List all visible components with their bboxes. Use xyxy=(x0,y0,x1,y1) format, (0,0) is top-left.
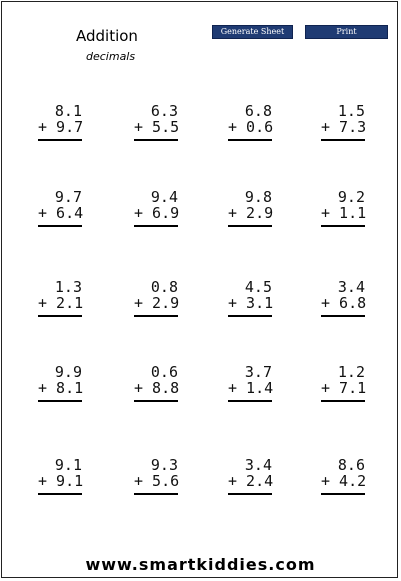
answer-line xyxy=(134,400,178,402)
answer-line xyxy=(228,139,272,141)
addend-top: 0.8 xyxy=(150,278,178,296)
worksheet-subtitle: decimals xyxy=(86,50,136,63)
addend-top: 9.2 xyxy=(337,188,365,206)
answer-line xyxy=(228,315,272,317)
answer-line xyxy=(38,315,82,317)
addend-top: 4.5 xyxy=(244,278,272,296)
answer-line xyxy=(321,225,365,227)
answer-line xyxy=(38,139,82,141)
addend-bottom: + 8.1 xyxy=(38,379,84,397)
addend-top: 1.3 xyxy=(54,278,82,296)
addend-top: 6.8 xyxy=(244,102,272,120)
addend-top: 9.1 xyxy=(54,456,82,474)
answer-line xyxy=(134,225,178,227)
answer-line xyxy=(228,400,272,402)
addend-top: 3.4 xyxy=(337,278,365,296)
answer-line xyxy=(38,493,82,495)
problem-14 xyxy=(134,364,178,402)
problem-7 xyxy=(228,189,272,227)
addend-top: 0.6 xyxy=(150,363,178,381)
addend-top: 9.4 xyxy=(150,188,178,206)
addend-top: 8.1 xyxy=(54,102,82,120)
addend-bottom: + 7.3 xyxy=(321,118,367,136)
addend-top: 8.6 xyxy=(337,456,365,474)
problem-3 xyxy=(228,103,272,141)
answer-line xyxy=(38,400,82,402)
problem-9 xyxy=(38,279,82,317)
addend-top: 9.8 xyxy=(244,188,272,206)
addend-bottom: + 1.4 xyxy=(228,379,274,397)
worksheet-title: Addition xyxy=(76,27,138,45)
problem-4 xyxy=(321,103,365,141)
problem-16 xyxy=(321,364,365,402)
addend-bottom: + 4.2 xyxy=(321,472,367,490)
website-footer: www.smartkiddies.com xyxy=(85,555,316,574)
addend-top: 9.9 xyxy=(54,363,82,381)
addend-bottom: + 0.6 xyxy=(228,118,274,136)
answer-line xyxy=(134,493,178,495)
problem-6 xyxy=(134,189,178,227)
addend-bottom: + 2.4 xyxy=(228,472,274,490)
addend-bottom: + 6.8 xyxy=(321,294,367,312)
addend-top: 1.2 xyxy=(337,363,365,381)
problem-18 xyxy=(134,457,178,495)
addend-bottom: + 3.1 xyxy=(228,294,274,312)
problem-15 xyxy=(228,364,272,402)
answer-line xyxy=(228,225,272,227)
problem-8 xyxy=(321,189,365,227)
answer-line xyxy=(134,139,178,141)
answer-line xyxy=(38,225,82,227)
answer-line xyxy=(228,493,272,495)
addend-top: 9.3 xyxy=(150,456,178,474)
problem-13 xyxy=(38,364,82,402)
addend-top: 3.7 xyxy=(244,363,272,381)
answer-line xyxy=(321,400,365,402)
addend-top: 1.5 xyxy=(337,102,365,120)
addend-bottom: + 5.5 xyxy=(134,118,180,136)
addend-bottom: + 7.1 xyxy=(321,379,367,397)
answer-line xyxy=(134,315,178,317)
addend-bottom: + 5.6 xyxy=(134,472,180,490)
problem-5 xyxy=(38,189,82,227)
problem-2 xyxy=(134,103,178,141)
print-button[interactable]: Print xyxy=(305,25,388,39)
addend-bottom: + 9.7 xyxy=(38,118,84,136)
addend-top: 3.4 xyxy=(244,456,272,474)
addend-bottom: + 2.9 xyxy=(228,204,274,222)
addend-top: 9.7 xyxy=(54,188,82,206)
problem-10 xyxy=(134,279,178,317)
problem-12 xyxy=(321,279,365,317)
addend-bottom: + 8.8 xyxy=(134,379,180,397)
problem-11 xyxy=(228,279,272,317)
addend-bottom: + 2.9 xyxy=(134,294,180,312)
problem-19 xyxy=(228,457,272,495)
answer-line xyxy=(321,493,365,495)
addend-bottom: + 6.9 xyxy=(134,204,180,222)
answer-line xyxy=(321,139,365,141)
problem-17 xyxy=(38,457,82,495)
addend-bottom: + 6.4 xyxy=(38,204,84,222)
addend-bottom: + 2.1 xyxy=(38,294,84,312)
answer-line xyxy=(321,315,365,317)
addend-bottom: + 1.1 xyxy=(321,204,367,222)
generate-sheet-button[interactable]: Generate Sheet xyxy=(212,25,293,39)
problem-20 xyxy=(321,457,365,495)
addend-bottom: + 9.1 xyxy=(38,472,84,490)
problem-1 xyxy=(38,103,82,141)
addend-top: 6.3 xyxy=(150,102,178,120)
